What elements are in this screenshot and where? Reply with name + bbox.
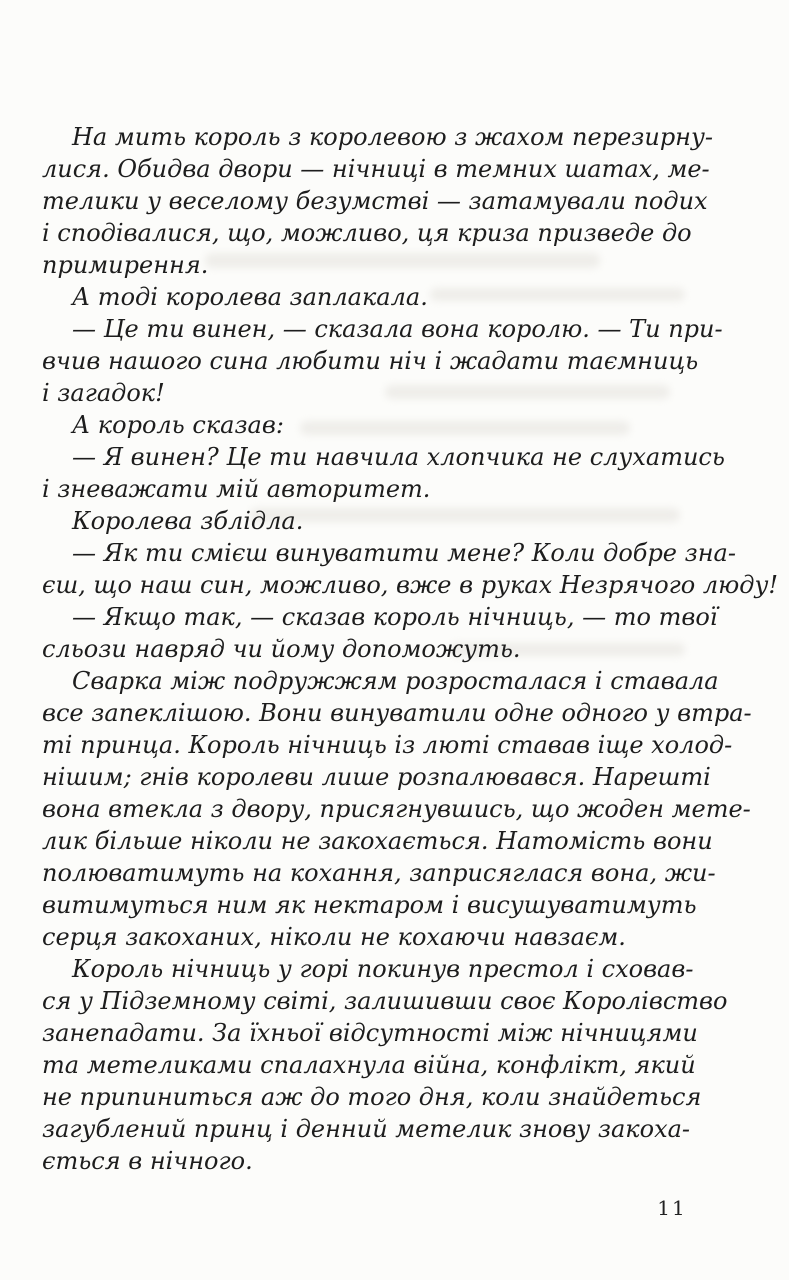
paragraph xyxy=(42,537,779,601)
page-text xyxy=(42,121,779,1177)
text-line: занепадати. За їхньої відсутності між нічницями xyxy=(42,1019,698,1047)
paragraph xyxy=(42,505,686,537)
text-line: ті принца. Король нічниць із люті ставав іще холод- xyxy=(42,731,733,759)
text-line: загублений принц і денний метелик знову закоха- xyxy=(42,1115,691,1143)
paragraph xyxy=(42,121,714,281)
text-line: серця закоханих, ніколи не кохаючи навзаєм. xyxy=(42,923,626,951)
text-line: Королева зблідла. xyxy=(72,507,304,535)
text-line: — Якщо так, — сказав король нічниць, — то твої xyxy=(72,603,718,631)
text-line: — Як ти смієш винуватити мене? Коли добре зна- xyxy=(72,539,736,567)
text-line: — Це ти винен, — сказала вона королю. — Ти при- xyxy=(72,315,723,343)
paragraph xyxy=(42,665,752,953)
text-line: і сподівалися, що, можливо, ця криза призведе до xyxy=(42,219,692,247)
text-line: — Я винен? Це ти навчила хлопчика не слухатись xyxy=(72,443,725,471)
text-line: А король сказав: xyxy=(72,411,284,439)
text-line: лися. Обидва двори — нічниці в темних шатах, ме- xyxy=(42,155,710,183)
text-line: не припиниться аж до того дня, коли знайдеться xyxy=(42,1083,702,1111)
text-line: єш, що наш син, можливо, вже в руках Незрячого люду! xyxy=(42,571,779,599)
paragraph xyxy=(42,281,686,313)
text-line: Сварка між подружжям розросталася і ставала xyxy=(72,667,719,695)
text-line: телики у веселому безумстві — затамували подих xyxy=(42,187,708,215)
page-number: 11 xyxy=(657,1196,687,1220)
text-line: На мить король з королевою з жахом перезирну- xyxy=(72,123,714,151)
text-line: А тоді королева заплакала. xyxy=(72,283,428,311)
paragraph xyxy=(42,601,718,665)
text-line: лик більше ніколи не закохається. Натомість вони xyxy=(42,827,713,855)
text-line: все запеклішою. Вони винуватили одне одного у втра- xyxy=(42,699,752,727)
text-line: сльози навряд чи йому допоможуть. xyxy=(42,635,521,663)
paragraph xyxy=(42,313,723,409)
text-line: вчив нашого сина любити ніч і жадати таємниць xyxy=(42,347,699,375)
text-line: нішим; гнів королеви лише розпалювався. Нарешті xyxy=(42,763,711,791)
text-line: вона втекла з двору, присягнувшись, що жоден мете- xyxy=(42,795,751,823)
paragraph xyxy=(42,441,725,505)
paragraph xyxy=(42,409,686,441)
text-line: ся у Підземному світі, залишивши своє Королівство xyxy=(42,987,728,1015)
text-line: витимуться ним як нектаром і висушуватимуть xyxy=(42,891,697,919)
text-line: примирення. xyxy=(42,251,209,279)
text-line: Король нічниць у горі покинув престол і сховав- xyxy=(72,955,694,983)
text-line: і загадок! xyxy=(42,379,165,407)
text-line: полюватимуть на кохання, заприсяглася вона, жи- xyxy=(42,859,716,887)
text-line: і зневажати мій авторитет. xyxy=(42,475,431,503)
text-line: та метеликами спалахнула війна, конфлікт, який xyxy=(42,1051,696,1079)
paragraph xyxy=(42,953,728,1177)
text-line: ється в нічного. xyxy=(42,1147,253,1175)
